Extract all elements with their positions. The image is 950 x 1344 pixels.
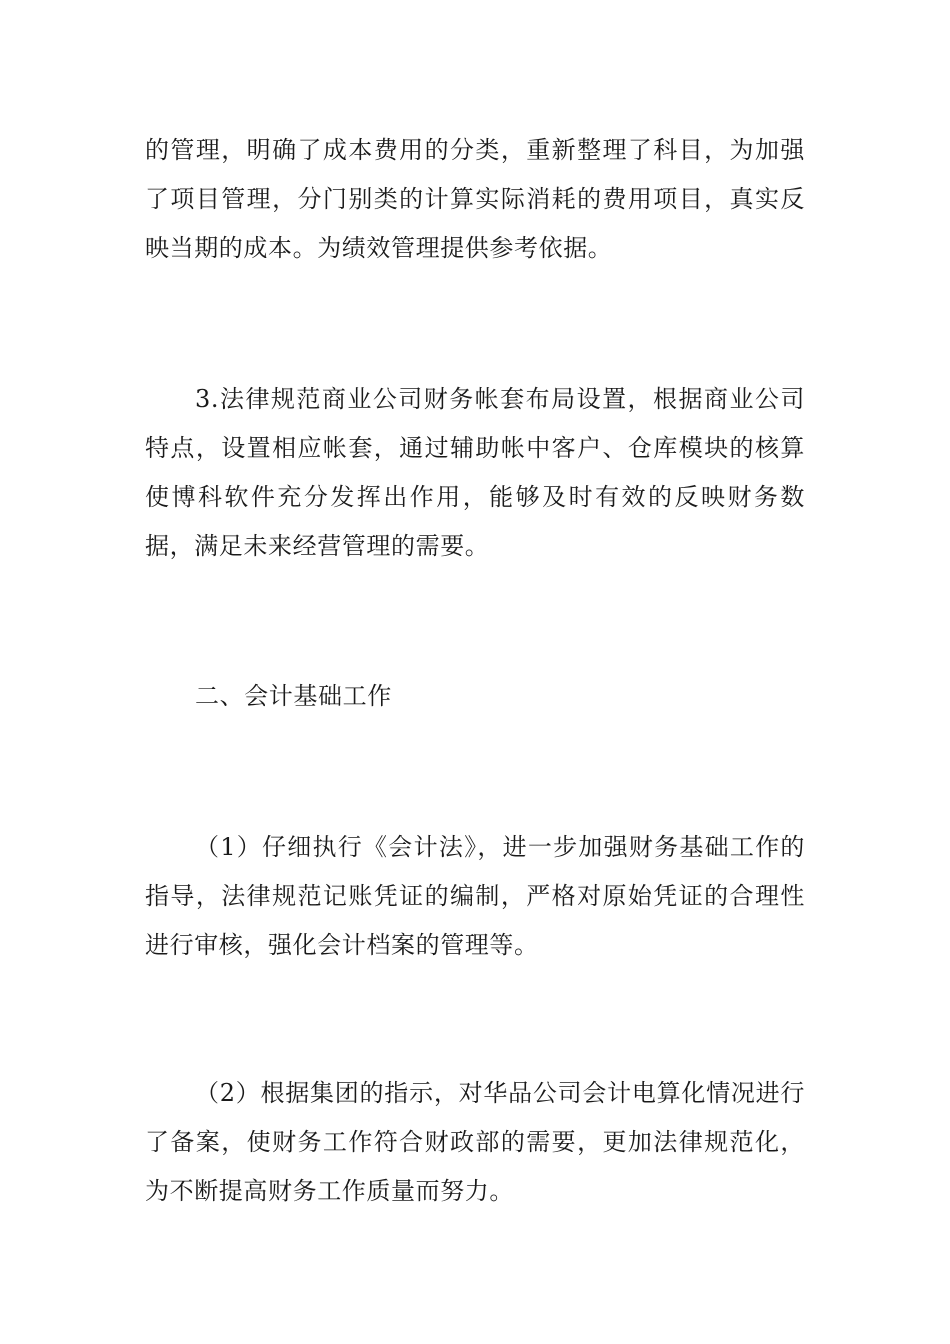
paragraph-ledger-setup: 3.法律规范商业公司财务帐套布局设置，根据商业公司特点，设置相应帐套，通过辅助帐中客户、仓库模块的核算使博科软件充分发挥出作用，能够及时有效的反映财务数据，满足未来经营管理的需要。 [145,385,805,560]
paragraph-accounting-law: （1）仔细执行《会计法》，进一步加强财务基础工作的指导，法律规范记账凭证的编制，严格对原始凭证的合理性进行审核，强化会计档案的管理等。 [145,833,805,959]
paragraph-continuation: 的管理，明确了成本费用的分类，重新整理了科目，为加强了项目管理，分门别类的计算实际消耗的费用项目，真实反映当期的成本。为绩效管理提供参考依据。 [145,136,805,262]
paragraph-computerization-filing: （2）根据集团的指示，对华品公司会计电算化情况进行了备案，使财务工作符合财政部的需要，更加法律规范化，为不断提高财务工作质量而努力。 [145,1079,805,1205]
section-heading: 二、会计基础工作 [195,682,392,710]
